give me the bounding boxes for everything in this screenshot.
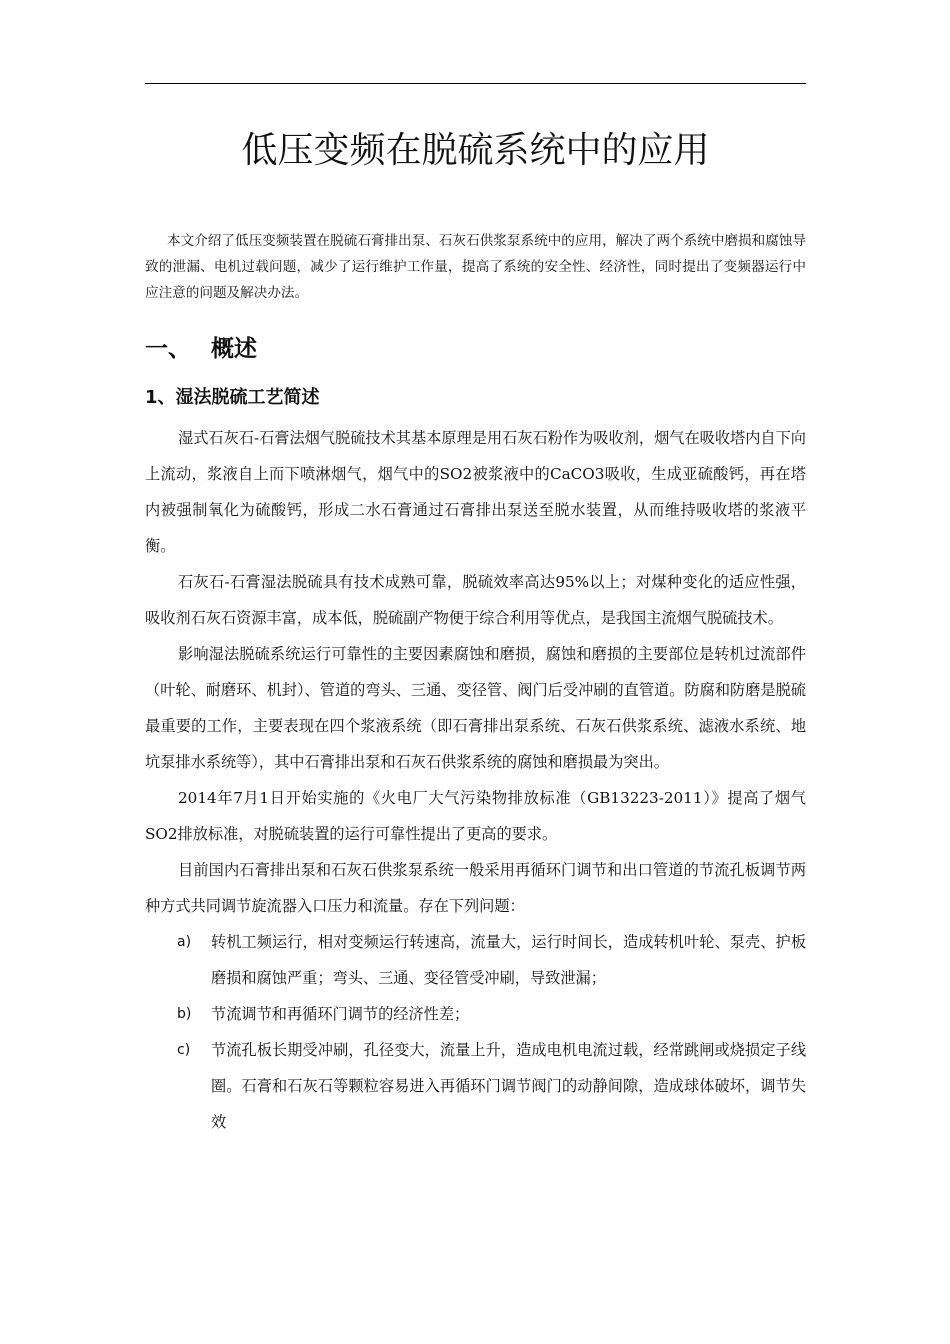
- paragraph: 影响湿法脱硫系统运行可靠性的主要因素腐蚀和磨损，腐蚀和磨损的主要部位是转机过流部件（叶轮、耐磨环、机封）、管道的弯头、三通、变径管、阀门后受冲刷的直管道。防腐和防磨是脱硫最重要的工作，主要表现在四个浆液系统（即石膏排出泵系统、石灰石供浆系统、滤液水系统、地坑泵排水系统等），其中石膏排出泵和石灰石供浆系统的腐蚀和磨损最为突出。: [145, 645, 806, 771]
- problem-list: [145, 924, 806, 1140]
- abstract: 本文介绍了低压变频装置在脱硫石膏排出泵、石灰石供浆泵系统中的应用，解决了两个系统中磨损和腐蚀导致的泄漏、电机过载问题，减少了运行维护工作量，提高了系统的安全性、经济性，同时提出了变频器运行中应注意的问题及解决办法。: [145, 233, 806, 301]
- paragraph: 2014年7月1日开始实施的《火电厂大气污染物排放标准（GB13223-2011）》提高了烟气SO2排放标准，对脱硫装置的运行可靠性提出了更高的要求。: [145, 789, 806, 843]
- section-heading: [145, 333, 257, 365]
- list-item: [145, 1032, 806, 1140]
- list-item: [145, 996, 806, 1032]
- paragraph: 目前国内石膏排出泵和石灰石供浆泵系统一般采用再循环门调节和出口管道的节流孔板调节两种方式共同调节旋流器入口压力和流量。存在下列问题：: [145, 861, 806, 915]
- header-rule: [145, 83, 806, 84]
- section-number: 一、: [145, 336, 191, 362]
- paragraph: 湿式石灰石-石膏法烟气脱硫技术其基本原理是用石灰石粉作为吸收剂，烟气在吸收塔内自下向上流动，浆液自上而下喷淋烟气，烟气中的SO2被浆液中的CaCO3吸收，生成亚硫酸钙，再在塔内被强制氧化为硫酸钙，形成二水石膏通过石膏排出泵送至脱水装置，从而维持吸收塔的浆液平衡。: [145, 429, 806, 555]
- section-title: 概述: [211, 336, 257, 362]
- list-marker: b): [177, 1006, 192, 1022]
- document-title: 低压变频在脱硫系统中的应用: [241, 130, 710, 171]
- subsection-heading: 1、湿法脱硫工艺简述: [145, 387, 320, 408]
- list-item-text: 节流调节和再循环门调节的经济性差；: [211, 1005, 470, 1023]
- paragraph: 石灰石-石膏湿法脱硫具有技术成熟可靠，脱硫效率高达95%以上；对煤种变化的适应性强，吸收剂石灰石资源丰富，成本低，脱硫副产物便于综合利用等优点，是我国主流烟气脱硫技术。: [145, 573, 806, 627]
- list-marker: c): [177, 1042, 191, 1058]
- list-marker: a): [177, 934, 192, 950]
- list-item-text: 转机工频运行，相对变频运行转速高，流量大，运行时间长，造成转机叶轮、泵壳、护板磨损和腐蚀严重；弯头、三通、变径管受冲刷，导致泄漏；: [211, 933, 806, 987]
- list-item-text: 节流孔板长期受冲刷，孔径变大，流量上升，造成电机电流过载，经常跳闸或烧损定子线圈。石膏和石灰石等颗粒容易进入再循环门调节阀门的动静间隙，造成球体破坏，调节失效: [211, 1041, 806, 1131]
- list-item: [145, 924, 806, 996]
- body-text: [145, 420, 806, 1140]
